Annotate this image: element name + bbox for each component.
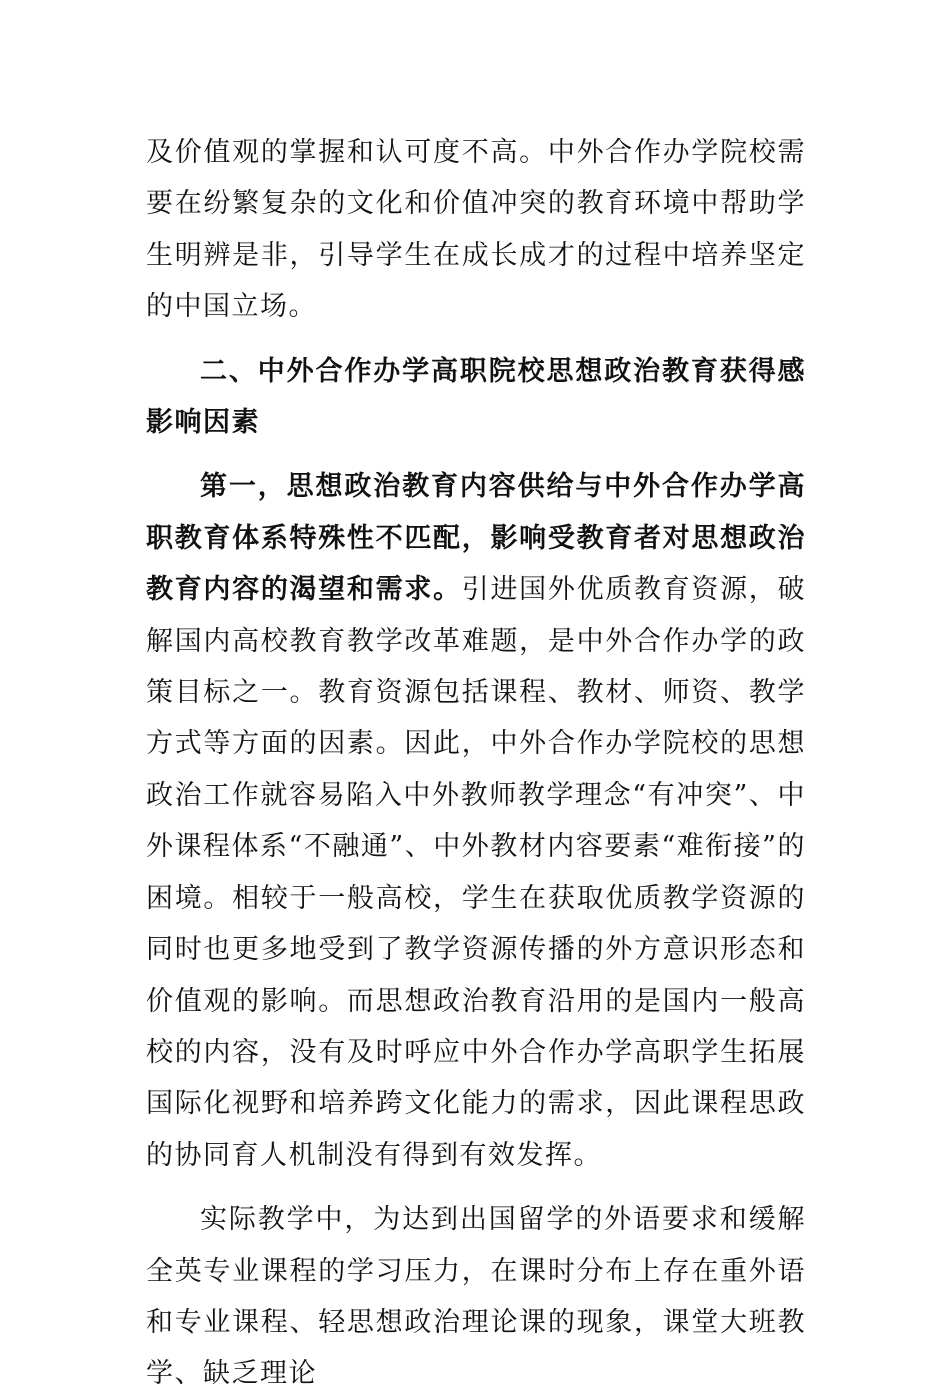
paragraph-last: 实际教学中，为达到出国留学的外语要求和缓解全英专业课程的学习压力，在课时分布上存在重外语和专业课程、轻思想政治理论课的现象，课堂大班教学、缺乏理论: [146, 1204, 806, 1390]
point-one-body: 引进国外优质教育资源，破解国内高校教育教学改革难题，是中外合作办学的政策目标之一。教育资源包括课程、教材、师资、教学方式等方面的因素。因此，中外合作办学院校的思想政治工作就容易陷入中外教师教学理念“有冲突”、中外课程体系“不融通”、中外教材内容要素“难衔接”的困境。相较于一般高校，学生在获取优质教学资源的同时也更多地受到了教学资源传播的外方意识形态和价值观的影响。而思想政治教育沿用的是国内一般高校的内容，没有及时呼应中外合作办学高职学生拓展国际化视野和培养跨文化能力的需求，因此课程思政的协同育人机制没有得到有效发挥。: [146, 574, 806, 1171]
paragraph-continuation: 及价值观的掌握和认可度不高。中外合作办学院校需要在纷繁复杂的文化和价值冲突的教育环境中帮助学生明辨是非，引导学生在成长成才的过程中培养坚定的中国立场。: [146, 137, 806, 323]
point-one-bold-lead: 第一，思想政治教育内容供给与中外合作办学高职教育体系特殊性不匹配，影响受教育者对思想政治教育内容的渴望和需求。: [146, 471, 806, 606]
section-heading: 二、中外合作办学高职院校思想政治教育获得感影响因素: [146, 355, 806, 439]
document-page: [146, 127, 806, 1400]
paragraph-point-one: [146, 461, 806, 1181]
